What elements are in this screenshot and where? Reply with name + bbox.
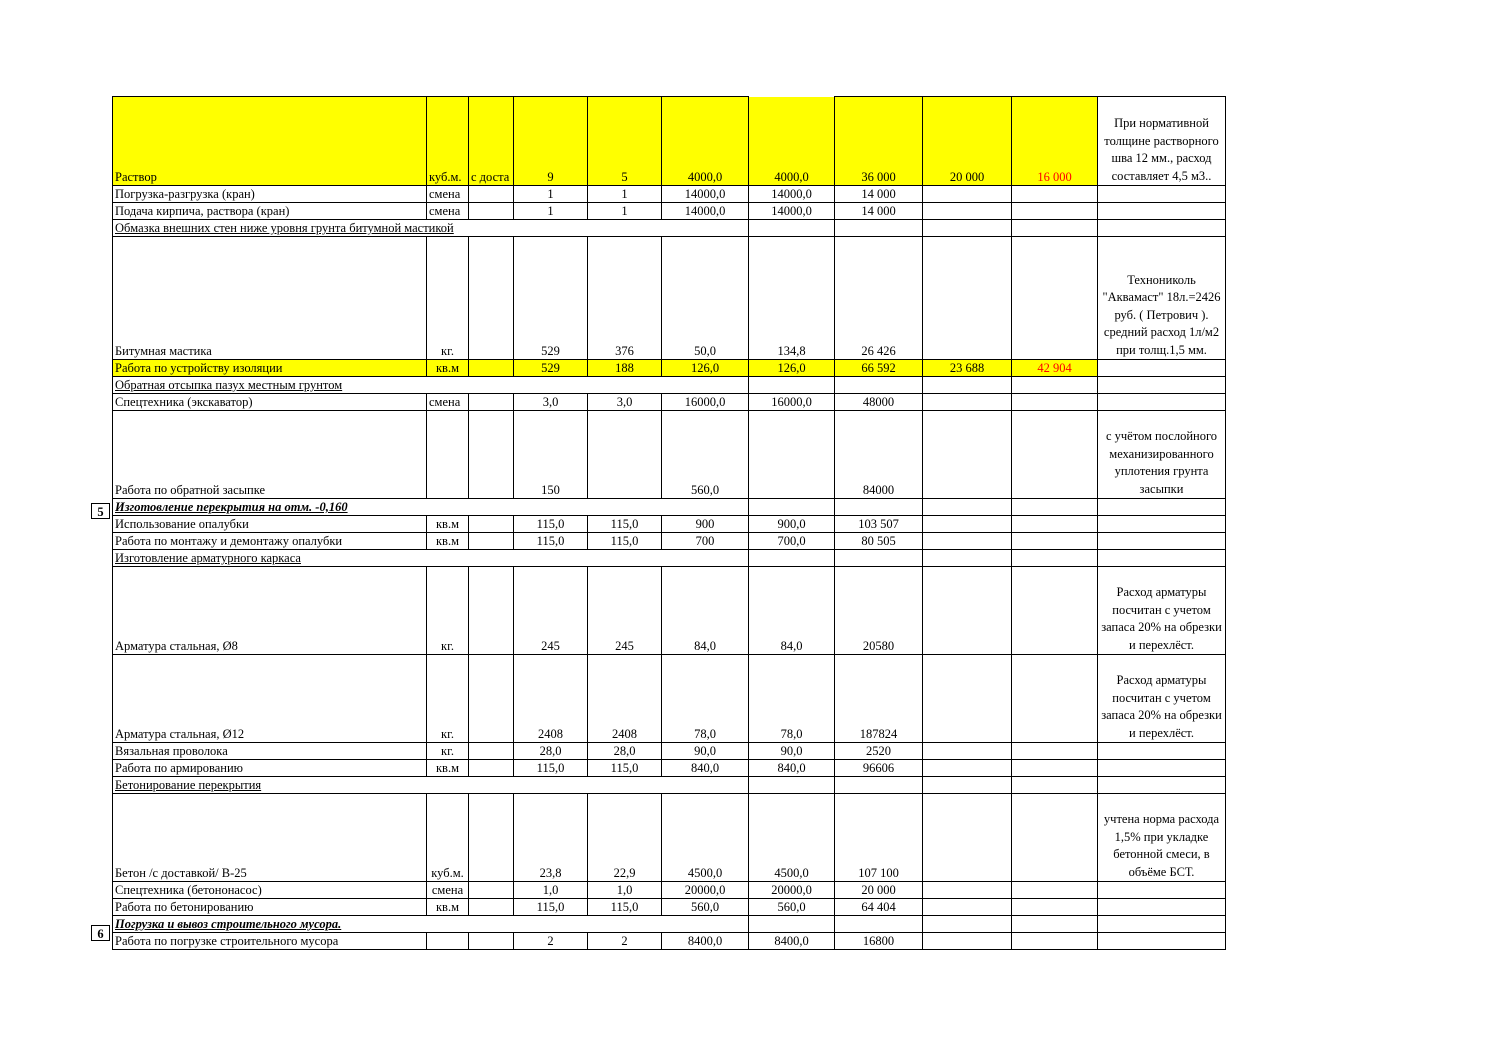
quantity-2-cell: 2408 (588, 655, 662, 743)
section-title: Изготовление перекрытия на отм. -0,160 (113, 499, 749, 516)
unit-cell: смена (427, 203, 469, 220)
subsection-row (113, 377, 1226, 394)
quantity-1-cell: 115,0 (514, 899, 588, 916)
price-1-cell: 16000,0 (662, 394, 749, 411)
price-2-cell: 4000,0 (749, 97, 835, 186)
table-row (113, 933, 1226, 950)
quantity-2-cell: 22,9 (588, 794, 662, 882)
quantity-2-cell: 3,0 (588, 394, 662, 411)
unit-cell: кг. (427, 237, 469, 360)
quantity-2-cell: 1 (588, 203, 662, 220)
quantity-1-cell: 115,0 (514, 516, 588, 533)
total-1-cell: 20 000 (835, 882, 923, 899)
quantity-2-cell: 115,0 (588, 899, 662, 916)
item-name: Арматура стальная, Ø8 (113, 567, 427, 655)
quantity-2-cell: 115,0 (588, 760, 662, 777)
subsection-row (113, 220, 1226, 237)
item-name: Погрузка-разгрузка (кран) (113, 186, 427, 203)
item-name: Спецтехника (экскаватор) (113, 394, 427, 411)
quantity-2-cell: 245 (588, 567, 662, 655)
price-2-cell: 560,0 (749, 899, 835, 916)
item-name: Бетон /с доставкой/ В-25 (113, 794, 427, 882)
quantity-1-cell: 529 (514, 360, 588, 377)
subsection-title: Изготовление арматурного каркаса (113, 550, 749, 567)
unit-cell: смена (427, 186, 469, 203)
comment-cell: При нормативной толщине растворного шва 12 мм., расход составляет 4,5 м3.. (1098, 97, 1226, 186)
quantity-1-cell: 529 (514, 237, 588, 360)
item-name: Раствор (113, 97, 427, 186)
comment-cell: Расход арматуры посчитан с учетом запаса 20% на обрезки и перехлёст. (1098, 567, 1226, 655)
total-1-cell: 187824 (835, 655, 923, 743)
price-1-cell: 560,0 (662, 899, 749, 916)
item-name: Работа по устройству изоляции (113, 360, 427, 377)
table-row (113, 516, 1226, 533)
table-row (113, 360, 1226, 377)
price-1-cell: 4000,0 (662, 97, 749, 186)
price-2-cell: 8400,0 (749, 933, 835, 950)
quantity-2-cell: 376 (588, 237, 662, 360)
price-2-cell: 900,0 (749, 516, 835, 533)
price-1-cell: 50,0 (662, 237, 749, 360)
section-row (113, 916, 1226, 933)
quantity-2-cell: 115,0 (588, 516, 662, 533)
table-row (113, 899, 1226, 916)
table-row (113, 567, 1226, 655)
quantity-2-cell: 2 (588, 933, 662, 950)
quantity-2-cell: 115,0 (588, 533, 662, 550)
item-name: Спецтехника (бетононасос) (113, 882, 427, 899)
quantity-1-cell: 28,0 (514, 743, 588, 760)
unit-cell: кв.м (427, 760, 469, 777)
unit-cell: кг. (427, 567, 469, 655)
price-1-cell: 840,0 (662, 760, 749, 777)
table-row (113, 533, 1226, 550)
comment-cell: с учётом послойного механизированного уплотения грунта засыпки (1098, 411, 1226, 499)
difference-cell: 42 904 (1012, 360, 1098, 377)
price-2-cell: 78,0 (749, 655, 835, 743)
price-1-cell: 560,0 (662, 411, 749, 499)
unit-cell: кв.м (427, 533, 469, 550)
price-1-cell: 78,0 (662, 655, 749, 743)
price-2-cell: 134,8 (749, 237, 835, 360)
section-number: 6 (91, 925, 110, 941)
total-2-cell: 23 688 (923, 360, 1012, 377)
quantity-1-cell: 23,8 (514, 794, 588, 882)
unit-cell: кв.м (427, 360, 469, 377)
price-1-cell: 90,0 (662, 743, 749, 760)
subsection-title: Обратная отсыпка пазух местным грунтом (113, 377, 749, 394)
quantity-1-cell: 115,0 (514, 760, 588, 777)
price-1-cell: 14000,0 (662, 203, 749, 220)
quantity-1-cell: 2 (514, 933, 588, 950)
item-name: Работа по армированию (113, 760, 427, 777)
section-title: Погрузка и вывоз строительного мусора. (113, 916, 749, 933)
quantity-1-cell: 115,0 (514, 533, 588, 550)
table-row (113, 97, 1226, 186)
estimate-table (112, 96, 1226, 950)
section-number: 5 (91, 503, 110, 519)
item-name: Битумная мастика (113, 237, 427, 360)
total-1-cell: 20580 (835, 567, 923, 655)
table-row (113, 655, 1226, 743)
table-row (113, 411, 1226, 499)
comment-cell: Технониколь "Аквамаст" 18л.=2426 руб. ( Петрович ). средний расход 1л/м2 при толщ.1,5 мм. (1098, 237, 1226, 360)
price-1-cell: 700 (662, 533, 749, 550)
price-1-cell: 8400,0 (662, 933, 749, 950)
subsection-title: Обмазка внешних стен ниже уровня грунта битумной мастикой (113, 220, 749, 237)
comment-cell: учтена норма расхода 1,5% при укладке бетонной смеси, в объёме БСТ. (1098, 794, 1226, 882)
table-row (113, 203, 1226, 220)
price-2-cell: 700,0 (749, 533, 835, 550)
unit-cell: куб.м. (427, 97, 469, 186)
quantity-2-cell: 1,0 (588, 882, 662, 899)
total-2-cell: 20 000 (923, 97, 1012, 186)
price-1-cell: 126,0 (662, 360, 749, 377)
price-2-cell: 20000,0 (749, 882, 835, 899)
price-1-cell: 20000,0 (662, 882, 749, 899)
table-row (113, 882, 1226, 899)
price-1-cell: 84,0 (662, 567, 749, 655)
unit-cell: кв.м (427, 516, 469, 533)
unit-cell: кв.м (427, 899, 469, 916)
quantity-1-cell: 1,0 (514, 882, 588, 899)
price-2-cell: 14000,0 (749, 186, 835, 203)
quantity-1-cell: 1 (514, 186, 588, 203)
price-2-cell: 84,0 (749, 567, 835, 655)
subsection-row (113, 777, 1226, 794)
total-1-cell: 64 404 (835, 899, 923, 916)
item-name: Арматура стальная, Ø12 (113, 655, 427, 743)
difference-cell: 16 000 (1012, 97, 1098, 186)
total-1-cell: 14 000 (835, 186, 923, 203)
price-2-cell: 840,0 (749, 760, 835, 777)
quantity-2-cell: 28,0 (588, 743, 662, 760)
comment-cell: Расход арматуры посчитан с учетом запаса 20% на обрезки и перехлёст. (1098, 655, 1226, 743)
total-1-cell: 16800 (835, 933, 923, 950)
quantity-2-cell: 5 (588, 97, 662, 186)
total-1-cell: 36 000 (835, 97, 923, 186)
total-1-cell: 103 507 (835, 516, 923, 533)
table-row (113, 394, 1226, 411)
total-1-cell: 26 426 (835, 237, 923, 360)
table-row (113, 237, 1226, 360)
table-row (113, 794, 1226, 882)
total-1-cell: 66 592 (835, 360, 923, 377)
unit-cell: смена (427, 394, 469, 411)
price-2-cell: 16000,0 (749, 394, 835, 411)
total-1-cell: 107 100 (835, 794, 923, 882)
item-name: Работа по обратной засыпке (113, 411, 427, 499)
unit-cell: кг. (427, 743, 469, 760)
price-1-cell: 4500,0 (662, 794, 749, 882)
unit-cell: куб.м. (427, 794, 469, 882)
total-1-cell: 84000 (835, 411, 923, 499)
table-row (113, 743, 1226, 760)
subsection-title: Бетонирование перекрытия (113, 777, 749, 794)
table-row (113, 760, 1226, 777)
total-1-cell: 14 000 (835, 203, 923, 220)
unit-cell: смена (427, 882, 469, 899)
quantity-1-cell: 9 (514, 97, 588, 186)
total-1-cell: 80 505 (835, 533, 923, 550)
section-row (113, 499, 1226, 516)
quantity-2-cell: 188 (588, 360, 662, 377)
price-2-cell: 126,0 (749, 360, 835, 377)
table-row (113, 186, 1226, 203)
subsection-row (113, 550, 1226, 567)
total-1-cell: 48000 (835, 394, 923, 411)
quantity-1-cell: 3,0 (514, 394, 588, 411)
item-name: Подача кирпича, раствора (кран) (113, 203, 427, 220)
price-2-cell: 14000,0 (749, 203, 835, 220)
delivery-note-cell: с доста (469, 97, 514, 186)
total-1-cell: 2520 (835, 743, 923, 760)
quantity-1-cell: 1 (514, 203, 588, 220)
price-2-cell: 4500,0 (749, 794, 835, 882)
quantity-1-cell: 2408 (514, 655, 588, 743)
item-name: Вязальная проволока (113, 743, 427, 760)
price-2-cell: 90,0 (749, 743, 835, 760)
item-name: Использование опалубки (113, 516, 427, 533)
quantity-1-cell: 245 (514, 567, 588, 655)
total-1-cell: 96606 (835, 760, 923, 777)
item-name: Работа по бетонированию (113, 899, 427, 916)
quantity-1-cell: 150 (514, 411, 588, 499)
price-1-cell: 14000,0 (662, 186, 749, 203)
unit-cell: кг. (427, 655, 469, 743)
item-name: Работа по монтажу и демонтажу опалубки (113, 533, 427, 550)
quantity-2-cell: 1 (588, 186, 662, 203)
price-1-cell: 900 (662, 516, 749, 533)
item-name: Работа по погрузке строительного мусора (113, 933, 427, 950)
